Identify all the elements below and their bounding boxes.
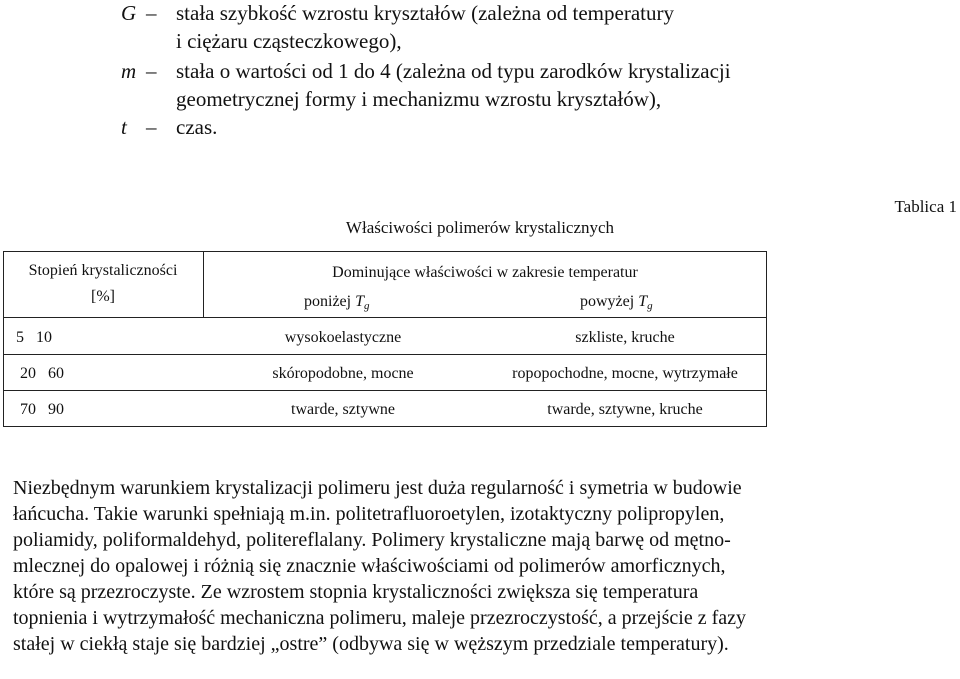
definition-symbol: t [121, 115, 127, 139]
table-number: Tablica 1 [894, 197, 957, 216]
row-below: wysokoelastyczne [284, 329, 402, 346]
definition-symbol: m [121, 59, 137, 83]
definition-text: i ciężaru cząsteczkowego), [176, 29, 402, 53]
table-header-rule [3, 317, 767, 318]
paragraph-line: które są przezroczyste. Ze wzrostem stopnia krystaliczności zwiększa się temperatura [13, 581, 699, 603]
paragraph-line: poliamidy, poliformaldehyd, politereflalany. Polimery krystaliczne mają barwę od mętno- [13, 529, 731, 551]
row-range: 70 90 [20, 401, 64, 418]
header-below-symbol: T [355, 293, 364, 310]
header-above-symbol: T [638, 293, 648, 310]
row-above: twarde, sztywne, kruche [547, 401, 703, 418]
row-above: ropopochodne, mocne, wytrzymałe [512, 365, 738, 382]
properties-table [3, 251, 767, 427]
header-dominant-properties: Dominujące właściwości w zakresie temperatur [332, 264, 638, 281]
header-below-label: poniżej [304, 293, 352, 310]
table-header-divider [203, 251, 204, 317]
definition-text: geometrycznej formy i mechanizmu wzrostu kryształów), [176, 87, 662, 111]
row-range: 5 10 [16, 329, 52, 346]
header-crystallinity-unit: [%] [91, 288, 115, 305]
definition-dash: – [146, 115, 157, 139]
paragraph-line: łańcucha. Takie warunki spełniają m.in. politetrafluoroetylen, izotaktyczny polipropylen, [13, 503, 725, 525]
definition-symbol: G [121, 1, 137, 25]
definition-text: stała o wartości od 1 do 4 (zależna od typu zarodków krystalizacji [176, 59, 731, 83]
paragraph-line: stałej w ciekłą staje się bardziej „ostre” (odbywa się w węższym przedziale temperatury). [13, 633, 729, 655]
row-above: szkliste, kruche [575, 329, 675, 346]
row-below: skóropodobne, mocne [272, 365, 414, 382]
header-below-index: g [364, 300, 370, 312]
header-above-label: powyżej [580, 293, 635, 310]
header-above-tg [580, 292, 653, 316]
header-below-tg [304, 292, 370, 316]
header-crystallinity: Stopień krystaliczności [28, 262, 178, 279]
definition-text: stała szybkość wzrostu kryształów (zależna od temperatury [176, 1, 674, 25]
paragraph-line: topnienia i wytrzymałość mechaniczna polimeru, maleje przezroczystość, a przejście z fazy [13, 607, 746, 629]
definition-dash: – [146, 59, 157, 83]
table-border-top [3, 251, 767, 252]
paragraph-line: Niezbędnym warunkiem krystalizacji polimeru jest duża regularność i symetria w budowie [13, 477, 742, 499]
table-row-rule [3, 354, 767, 355]
table-caption: Właściwości polimerów krystalicznych [345, 218, 615, 237]
table-row-rule [3, 390, 767, 391]
row-below: twarde, sztywne [291, 401, 395, 418]
row-range: 20 60 [20, 365, 64, 382]
body-paragraph [13, 475, 948, 657]
definition-dash: – [146, 1, 157, 25]
table-border-bottom [3, 426, 767, 427]
paragraph-line: mlecznej do opalowej i różnią się znacznie właściwościami od polimerów amorficznych, [13, 555, 726, 577]
header-above-index: g [647, 300, 653, 312]
definition-text: czas. [176, 115, 218, 139]
